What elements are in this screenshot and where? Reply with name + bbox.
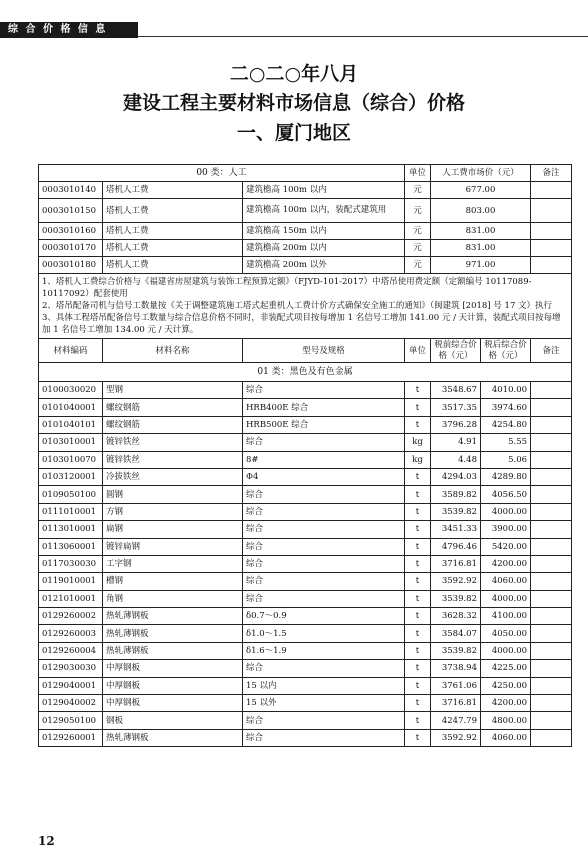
notes-row (39, 274, 572, 339)
material-code: 0113060001 (39, 538, 103, 555)
material-post-tax-price: 4000.00 (481, 642, 531, 659)
price-table (38, 164, 572, 747)
labor-name: 塔机人工费 (103, 223, 243, 240)
material-unit: t (405, 712, 431, 729)
table-row (39, 486, 572, 503)
material-remark (531, 590, 572, 607)
material-post-tax-price: 4000.00 (481, 590, 531, 607)
material-remark (531, 399, 572, 416)
material-spec: 综合 (243, 521, 405, 538)
material-post-tax-price: 4200.00 (481, 695, 531, 712)
material-code: 0101040001 (39, 399, 103, 416)
material-pre-tax-price: 3589.82 (431, 486, 481, 503)
labor-name: 塔机人工费 (103, 257, 243, 274)
material-name: 螺纹钢筋 (103, 416, 243, 433)
material-unit: t (405, 555, 431, 572)
title-date: 二○二○年八月 (229, 63, 359, 85)
material-unit: kg (405, 434, 431, 451)
material-pre-tax-price: 3738.94 (431, 660, 481, 677)
material-remark (531, 608, 572, 625)
material-name: 热轧薄钢板 (103, 729, 243, 746)
material-post-tax-price: 4800.00 (481, 712, 531, 729)
material-code: 0113010001 (39, 521, 103, 538)
material-name: 角钢 (103, 590, 243, 607)
material-remark (531, 468, 572, 485)
material-pre-tax-price: 4.48 (431, 451, 481, 468)
material-name: 热轧薄钢板 (103, 625, 243, 642)
table-row (39, 451, 572, 468)
material-remark (531, 695, 572, 712)
material-name: 螺纹钢筋 (103, 399, 243, 416)
material-code: 0117030030 (39, 555, 103, 572)
material-pre-tax-price: 3761.06 (431, 677, 481, 694)
page-number: 12 (38, 834, 55, 848)
material-pre-tax-price: 3539.82 (431, 590, 481, 607)
material-remark (531, 538, 572, 555)
labor-row (39, 223, 572, 240)
material-post-tax-price: 4289.80 (481, 468, 531, 485)
table-row (39, 608, 572, 625)
material-code: 0129050100 (39, 712, 103, 729)
material-pre-tax-price: 3592.92 (431, 573, 481, 590)
material-pre-tax-price: 3716.81 (431, 555, 481, 572)
material-unit: t (405, 503, 431, 520)
materials-header (39, 339, 572, 382)
material-unit: t (405, 399, 431, 416)
labor-spec: 建筑檐高 100m 以内，装配式建筑用 (243, 199, 405, 223)
labor-unit: 元 (405, 240, 431, 257)
material-spec: HRB500E 综合 (243, 416, 405, 433)
table-row (39, 625, 572, 642)
table-row (39, 590, 572, 607)
labor-remark (531, 199, 572, 223)
material-post-tax-price: 4254.80 (481, 416, 531, 433)
labor-category-header: 00 类：人工 (39, 165, 405, 182)
material-remark (531, 625, 572, 642)
note-item: 2、塔吊配备司机与信号工数量按《关于调整建筑施工塔式起重机人工费计价方式确保安全施工的通知》（闽建筑 [2018] 号 17 文）执行 (42, 301, 553, 311)
material-spec: δ1.0～1.5 (243, 625, 405, 642)
material-pre-tax-price: 4.91 (431, 434, 481, 451)
material-spec: δ1.6～1.9 (243, 642, 405, 659)
material-pre-tax-price: 4294.03 (431, 468, 481, 485)
table-row (39, 555, 572, 572)
material-pre-tax-price: 4247.79 (431, 712, 481, 729)
note-item: 3、具体工程塔吊配备信号工数量与综合信息价格不同时，非装配式项目按每增加 1 名信号工增加 141.00 元 / 天计算，装配式项目按每增加 1 名信号工增加 134.00 元 / 天计算。 (42, 313, 561, 335)
material-post-tax-price: 3974.60 (481, 399, 531, 416)
labor-spec: 建筑檐高 150m 以内 (243, 223, 405, 240)
material-spec: 8# (243, 451, 405, 468)
material-name: 型钢 (103, 382, 243, 399)
material-unit: t (405, 677, 431, 694)
labor-row (39, 199, 572, 223)
material-post-tax-price: 4000.00 (481, 503, 531, 520)
material-spec: HRB400E 综合 (243, 399, 405, 416)
material-spec: 综合 (243, 590, 405, 607)
material-spec: 综合 (243, 434, 405, 451)
material-remark (531, 677, 572, 694)
material-unit: t (405, 729, 431, 746)
material-name: 冷拔铁丝 (103, 468, 243, 485)
labor-code: 0003010150 (39, 199, 103, 223)
table-row (39, 503, 572, 520)
material-post-tax-price: 4050.00 (481, 625, 531, 642)
material-name: 中厚钢板 (103, 660, 243, 677)
material-spec: 综合 (243, 486, 405, 503)
material-spec: 综合 (243, 729, 405, 746)
material-unit: t (405, 625, 431, 642)
table-row (39, 382, 572, 399)
material-post-tax-price: 5.06 (481, 451, 531, 468)
material-pre-tax-price: 3584.07 (431, 625, 481, 642)
material-unit: t (405, 468, 431, 485)
labor-price: 677.00 (431, 182, 531, 199)
table-row (39, 399, 572, 416)
labor-unit: 元 (405, 182, 431, 199)
material-name: 方钢 (103, 503, 243, 520)
labor-unit-header: 单位 (405, 165, 431, 182)
material-name: 圆钢 (103, 486, 243, 503)
material-pre-tax-price: 3539.82 (431, 642, 481, 659)
material-unit: t (405, 573, 431, 590)
material-code: 0101040101 (39, 416, 103, 433)
material-name: 热轧薄钢板 (103, 642, 243, 659)
materials-section (39, 382, 572, 747)
material-pre-tax-price: 3716.81 (431, 695, 481, 712)
material-unit: t (405, 538, 431, 555)
labor-remark (531, 240, 572, 257)
table-row (39, 695, 572, 712)
material-category-header: 01 类：黑色及有色金属 (39, 363, 572, 382)
material-pre-tax-price: 3592.92 (431, 729, 481, 746)
col-header-unit: 单位 (405, 339, 431, 363)
material-code: 0100030020 (39, 382, 103, 399)
labor-price: 831.00 (431, 240, 531, 257)
material-unit: t (405, 382, 431, 399)
labor-unit: 元 (405, 223, 431, 240)
material-spec: 综合 (243, 538, 405, 555)
table-row (39, 642, 572, 659)
labor-notes (39, 274, 572, 339)
material-name: 扁钢 (103, 521, 243, 538)
labor-unit: 元 (405, 199, 431, 223)
labor-row (39, 257, 572, 274)
col-header-post-tax: 税后综合价格（元） (481, 339, 531, 363)
material-remark (531, 660, 572, 677)
material-code: 0129260004 (39, 642, 103, 659)
material-spec: 综合 (243, 555, 405, 572)
material-code: 0109050100 (39, 486, 103, 503)
table-row (39, 573, 572, 590)
material-post-tax-price: 4060.00 (481, 573, 531, 590)
labor-row (39, 182, 572, 199)
material-code: 0129260003 (39, 625, 103, 642)
material-code: 0103010070 (39, 451, 103, 468)
material-post-tax-price: 3900.00 (481, 521, 531, 538)
material-remark (531, 382, 572, 399)
material-pre-tax-price: 3451.33 (431, 521, 481, 538)
material-name: 镀锌扁钢 (103, 538, 243, 555)
labor-code: 0003010170 (39, 240, 103, 257)
table-row (39, 434, 572, 451)
col-header-name: 材料名称 (103, 339, 243, 363)
material-spec: 综合 (243, 382, 405, 399)
material-code: 0129030030 (39, 660, 103, 677)
col-header-spec: 型号及规格 (243, 339, 405, 363)
material-remark (531, 642, 572, 659)
table-row (39, 677, 572, 694)
material-remark (531, 434, 572, 451)
material-post-tax-price: 4200.00 (481, 555, 531, 572)
material-code: 0129040001 (39, 677, 103, 694)
material-spec: 15 以外 (243, 695, 405, 712)
material-remark (531, 521, 572, 538)
table-row (39, 538, 572, 555)
labor-row (39, 240, 572, 257)
material-unit: t (405, 695, 431, 712)
material-code: 0111010001 (39, 503, 103, 520)
table-row (39, 521, 572, 538)
material-name: 槽钢 (103, 573, 243, 590)
material-remark (531, 573, 572, 590)
title-block (0, 60, 588, 148)
labor-spec: 建筑檐高 200m 以外 (243, 257, 405, 274)
material-code: 0121010001 (39, 590, 103, 607)
col-header-remark: 备注 (531, 339, 572, 363)
material-code: 0119010001 (39, 573, 103, 590)
note-item: 1、塔机人工费综合价格与《福建省房屋建筑与装饰工程预算定额》（FJYD-101-2017）中塔吊使用费定额（定额编号 10117089-10117092）配套使用 (42, 277, 532, 299)
material-remark (531, 451, 572, 468)
material-pre-tax-price: 4796.46 (431, 538, 481, 555)
material-post-tax-price: 4250.00 (481, 677, 531, 694)
labor-name: 塔机人工费 (103, 182, 243, 199)
table-row (39, 660, 572, 677)
material-unit: t (405, 521, 431, 538)
material-spec: 综合 (243, 503, 405, 520)
material-remark (531, 729, 572, 746)
material-code: 0103120001 (39, 468, 103, 485)
material-pre-tax-price: 3517.35 (431, 399, 481, 416)
notes-cell (39, 274, 572, 339)
material-name: 中厚钢板 (103, 695, 243, 712)
material-unit: t (405, 590, 431, 607)
material-post-tax-price: 4100.00 (481, 608, 531, 625)
material-unit: kg (405, 451, 431, 468)
labor-remark (531, 223, 572, 240)
labor-price: 803.00 (431, 199, 531, 223)
labor-code: 0003010160 (39, 223, 103, 240)
material-code: 0129040002 (39, 695, 103, 712)
material-code: 0129260001 (39, 729, 103, 746)
labor-price: 971.00 (431, 257, 531, 274)
title-region: 一、厦门地区 (236, 122, 351, 144)
material-spec: Φ4 (243, 468, 405, 485)
material-name: 镀锌铁丝 (103, 451, 243, 468)
material-unit: t (405, 608, 431, 625)
material-pre-tax-price: 3796.28 (431, 416, 481, 433)
labor-name: 塔机人工费 (103, 240, 243, 257)
material-name: 镀锌铁丝 (103, 434, 243, 451)
material-unit: t (405, 486, 431, 503)
table-row (39, 416, 572, 433)
material-spec: 15 以内 (243, 677, 405, 694)
table-row (39, 712, 572, 729)
material-spec: 综合 (243, 573, 405, 590)
labor-spec: 建筑檐高 200m 以内 (243, 240, 405, 257)
labor-name: 塔机人工费 (103, 199, 243, 223)
col-header-code: 材料编码 (39, 339, 103, 363)
material-unit: t (405, 416, 431, 433)
labor-remark (531, 257, 572, 274)
material-remark (531, 486, 572, 503)
material-spec: 综合 (243, 712, 405, 729)
title-main: 建设工程主要材料市场信息（综合）价格 (122, 92, 465, 114)
labor-price-header: 人工费市场价（元） (431, 165, 531, 182)
labor-code: 0003010180 (39, 257, 103, 274)
material-code: 0103010001 (39, 434, 103, 451)
material-name: 热轧薄钢板 (103, 608, 243, 625)
table-row (39, 729, 572, 746)
labor-remark-header: 备注 (531, 165, 572, 182)
section-header-label: 综 合 价 格 信 息 (0, 22, 138, 38)
labor-price: 831.00 (431, 223, 531, 240)
material-name: 工字钢 (103, 555, 243, 572)
material-post-tax-price: 5420.00 (481, 538, 531, 555)
material-name: 中厚钢板 (103, 677, 243, 694)
material-code: 0129260002 (39, 608, 103, 625)
material-unit: t (405, 660, 431, 677)
material-spec: 综合 (243, 660, 405, 677)
material-remark (531, 416, 572, 433)
material-post-tax-price: 4056.50 (481, 486, 531, 503)
material-post-tax-price: 4060.00 (481, 729, 531, 746)
material-post-tax-price: 5.55 (481, 434, 531, 451)
header-rule (138, 36, 588, 37)
material-remark (531, 555, 572, 572)
col-header-pre-tax: 税前综合价格（元） (431, 339, 481, 363)
material-post-tax-price: 4010.00 (481, 382, 531, 399)
labor-remark (531, 182, 572, 199)
material-pre-tax-price: 3539.82 (431, 503, 481, 520)
labor-unit: 元 (405, 257, 431, 274)
material-unit: t (405, 642, 431, 659)
labor-spec: 建筑檐高 100m 以内 (243, 182, 405, 199)
material-remark (531, 712, 572, 729)
material-pre-tax-price: 3628.32 (431, 608, 481, 625)
material-remark (531, 503, 572, 520)
labor-code: 0003010140 (39, 182, 103, 199)
material-pre-tax-price: 3548.67 (431, 382, 481, 399)
table-row (39, 468, 572, 485)
material-name: 钢板 (103, 712, 243, 729)
material-post-tax-price: 4225.00 (481, 660, 531, 677)
labor-section (39, 165, 572, 274)
material-spec: δ0.7～0.9 (243, 608, 405, 625)
